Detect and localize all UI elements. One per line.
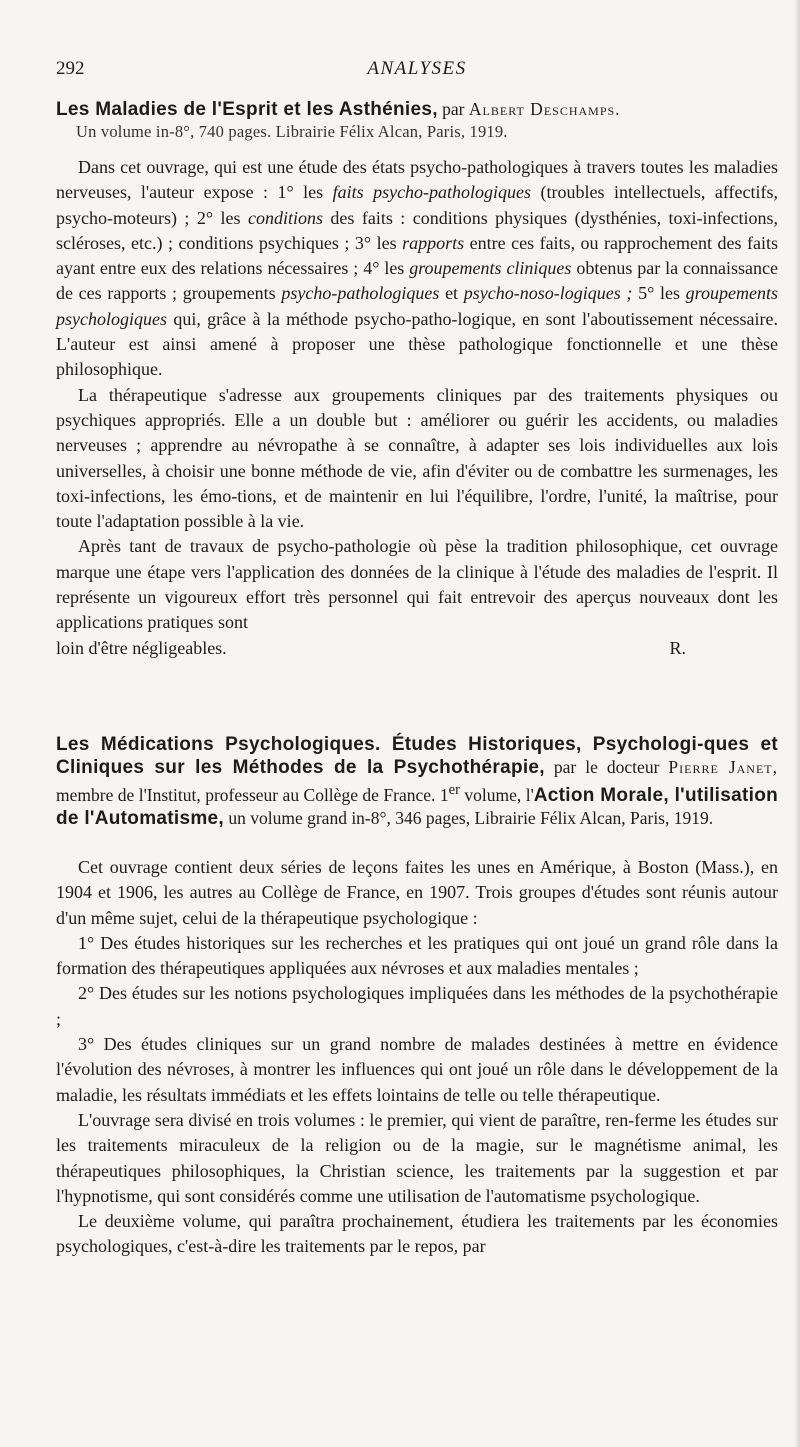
review2-subtitle: Action Morale, l'utilisation de l'Automatisme, (56, 784, 779, 829)
review1-body (56, 155, 778, 661)
review2-paragraph-5: L'ouvrage sera divisé en trois volumes : le premier, qui vient de paraître, ren-ferme les études sur les traitements miraculeux de la religion ou de la magie, sur le magnétisme animal, les thérapeutiques philosophiques, la Christian science, les traitements par la suggestion et par l'hypnotisme, qui sont considérés comme une utilisation de l'automatisme psychologique. (56, 1109, 778, 1206)
review2-by: par le docteur (544, 757, 669, 777)
review1-paragraph-1: Dans cet ouvrage, qui est une étude des états psycho-pathologiques à travers toutes les maladies nerveuses, l'auteur expose : 1° les faits psycho-pathologiques (troubles intellectuels, affectifs, psycho-moteurs) ; 2° les conditions des faits : conditions physiques (dysthénies, toxi-infections, scléroses, etc.) ; conditions psychiques ; 3° les rapports entre ces faits, ou rapprochement des faits ayant entre eux des relations nécessaires ; 4° les groupements cliniques obtenus par la connaissance de ces rapports ; groupements psycho-pathologiques et psycho-noso-logiques ; 5° les groupements psychologiques qui, grâce à la méthode psycho-patho-logique, en sont l'aboutissement nécessaire. L'auteur est ainsi amené à proposer une thèse pathologique fonctionnelle et une thèse philosophique. (56, 157, 778, 380)
running-title: ANALYSES (367, 58, 467, 79)
review1-closing-line (56, 636, 778, 661)
page-edge-shadow (794, 0, 800, 1447)
review1-paragraph-3: Après tant de travaux de psycho-pathologie où pèse la tradition philosophique, cet ouvrage marque une étape vers l'application des données de la clinique à l'étude des maladies de l'esprit. Il représente un vigoureux effort très personnel qui fait entrevoir des aperçus nouveaux dont les applications pratiques sont (56, 536, 778, 633)
review1-signature: R. (669, 637, 686, 658)
review2-author-info: membre de l'Institut, professeur au Collège de France. 1 (56, 784, 449, 805)
review2-paragraph-1: Cet ouvrage contient deux séries de leçons faites les unes en Amérique, à Boston (Mass.), en 1904 et 1906, les autres au Collège de France, en 1907. Trois groupes d'études sont réunis autour d'un même sujet, celui de la thérapeutique psychologique : (56, 857, 778, 928)
review2-body (56, 855, 778, 1260)
review2-paragraph-2: 1° Des études historiques sur les recherches et les pratiques qui ont joué un grand rôle dans la formation des thérapeutiques appliquées aux névroses et aux maladies mentales ; (56, 932, 778, 979)
review1-by: par (437, 99, 469, 119)
review2-biblio: un volume grand in-8°, 346 pages, Librairie Félix Alcan, Paris, 1919. (223, 807, 714, 828)
review2-volume: volume, l' (459, 784, 534, 805)
page-number: 292 (56, 58, 85, 79)
review1-paragraph-2: La thérapeutique s'adresse aux groupements cliniques par des traitements physiques ou psychiques appropriés. Elle a un double but : améliorer ou guérir les accidents, ou maladies nerveuses ; apprendre au névropathe à se connaître, à adapter ses lois individuelles aux lois universelles, à choisir une bonne méthode de vie, afin d'éviter ou de combattre les surmenages, les toxi-infections, les émo-tions, et de maintenir en lui l'équilibre, l'ordre, l'unité, la maîtrise, pour toute l'adaptation possible à la vie. (56, 384, 778, 532)
review2-heading (56, 733, 778, 830)
review2-title: Les Médications Psychologiques. Études Historiques, Psychologi-ques et Cliniques sur les Méthodes de la Psychothérapie, (56, 734, 778, 778)
review2-paragraph-4: 3° Des études cliniques sur un grand nombre de malades destinées à mettre en évidence l'évolution des névroses, à montrer les influences qui ont joué un rôle dans le développement de la maladie, les résultats immédiats et les effets lointains de telle ou telle thérapeutique. (56, 1034, 778, 1105)
review2-paragraph-6: Le deuxième volume, qui paraîtra prochainement, étudiera les traitements par les économies psychologiques, c'est-à-dire les traitements par le repos, par (56, 1211, 778, 1257)
review2-paragraph-3: 2° Des études sur les notions psychologiques impliquées dans les méthodes de la psychothérapie ; (56, 983, 778, 1029)
review2-superscript: er (448, 782, 460, 798)
review2-author: Pierre Janet, (668, 757, 779, 777)
page-header (56, 58, 778, 84)
review1-author: Albert Deschamps. (468, 99, 621, 119)
review1-heading (56, 98, 778, 143)
review1-title: Les Maladies de l'Esprit et les Asthénies, (56, 99, 438, 120)
review1-paragraph-3-last: loin d'être négligeables. (56, 637, 227, 658)
review1-biblio: Un volume in-8°, 740 pages. Librairie Félix Alcan, Paris, 1919. (76, 122, 508, 141)
